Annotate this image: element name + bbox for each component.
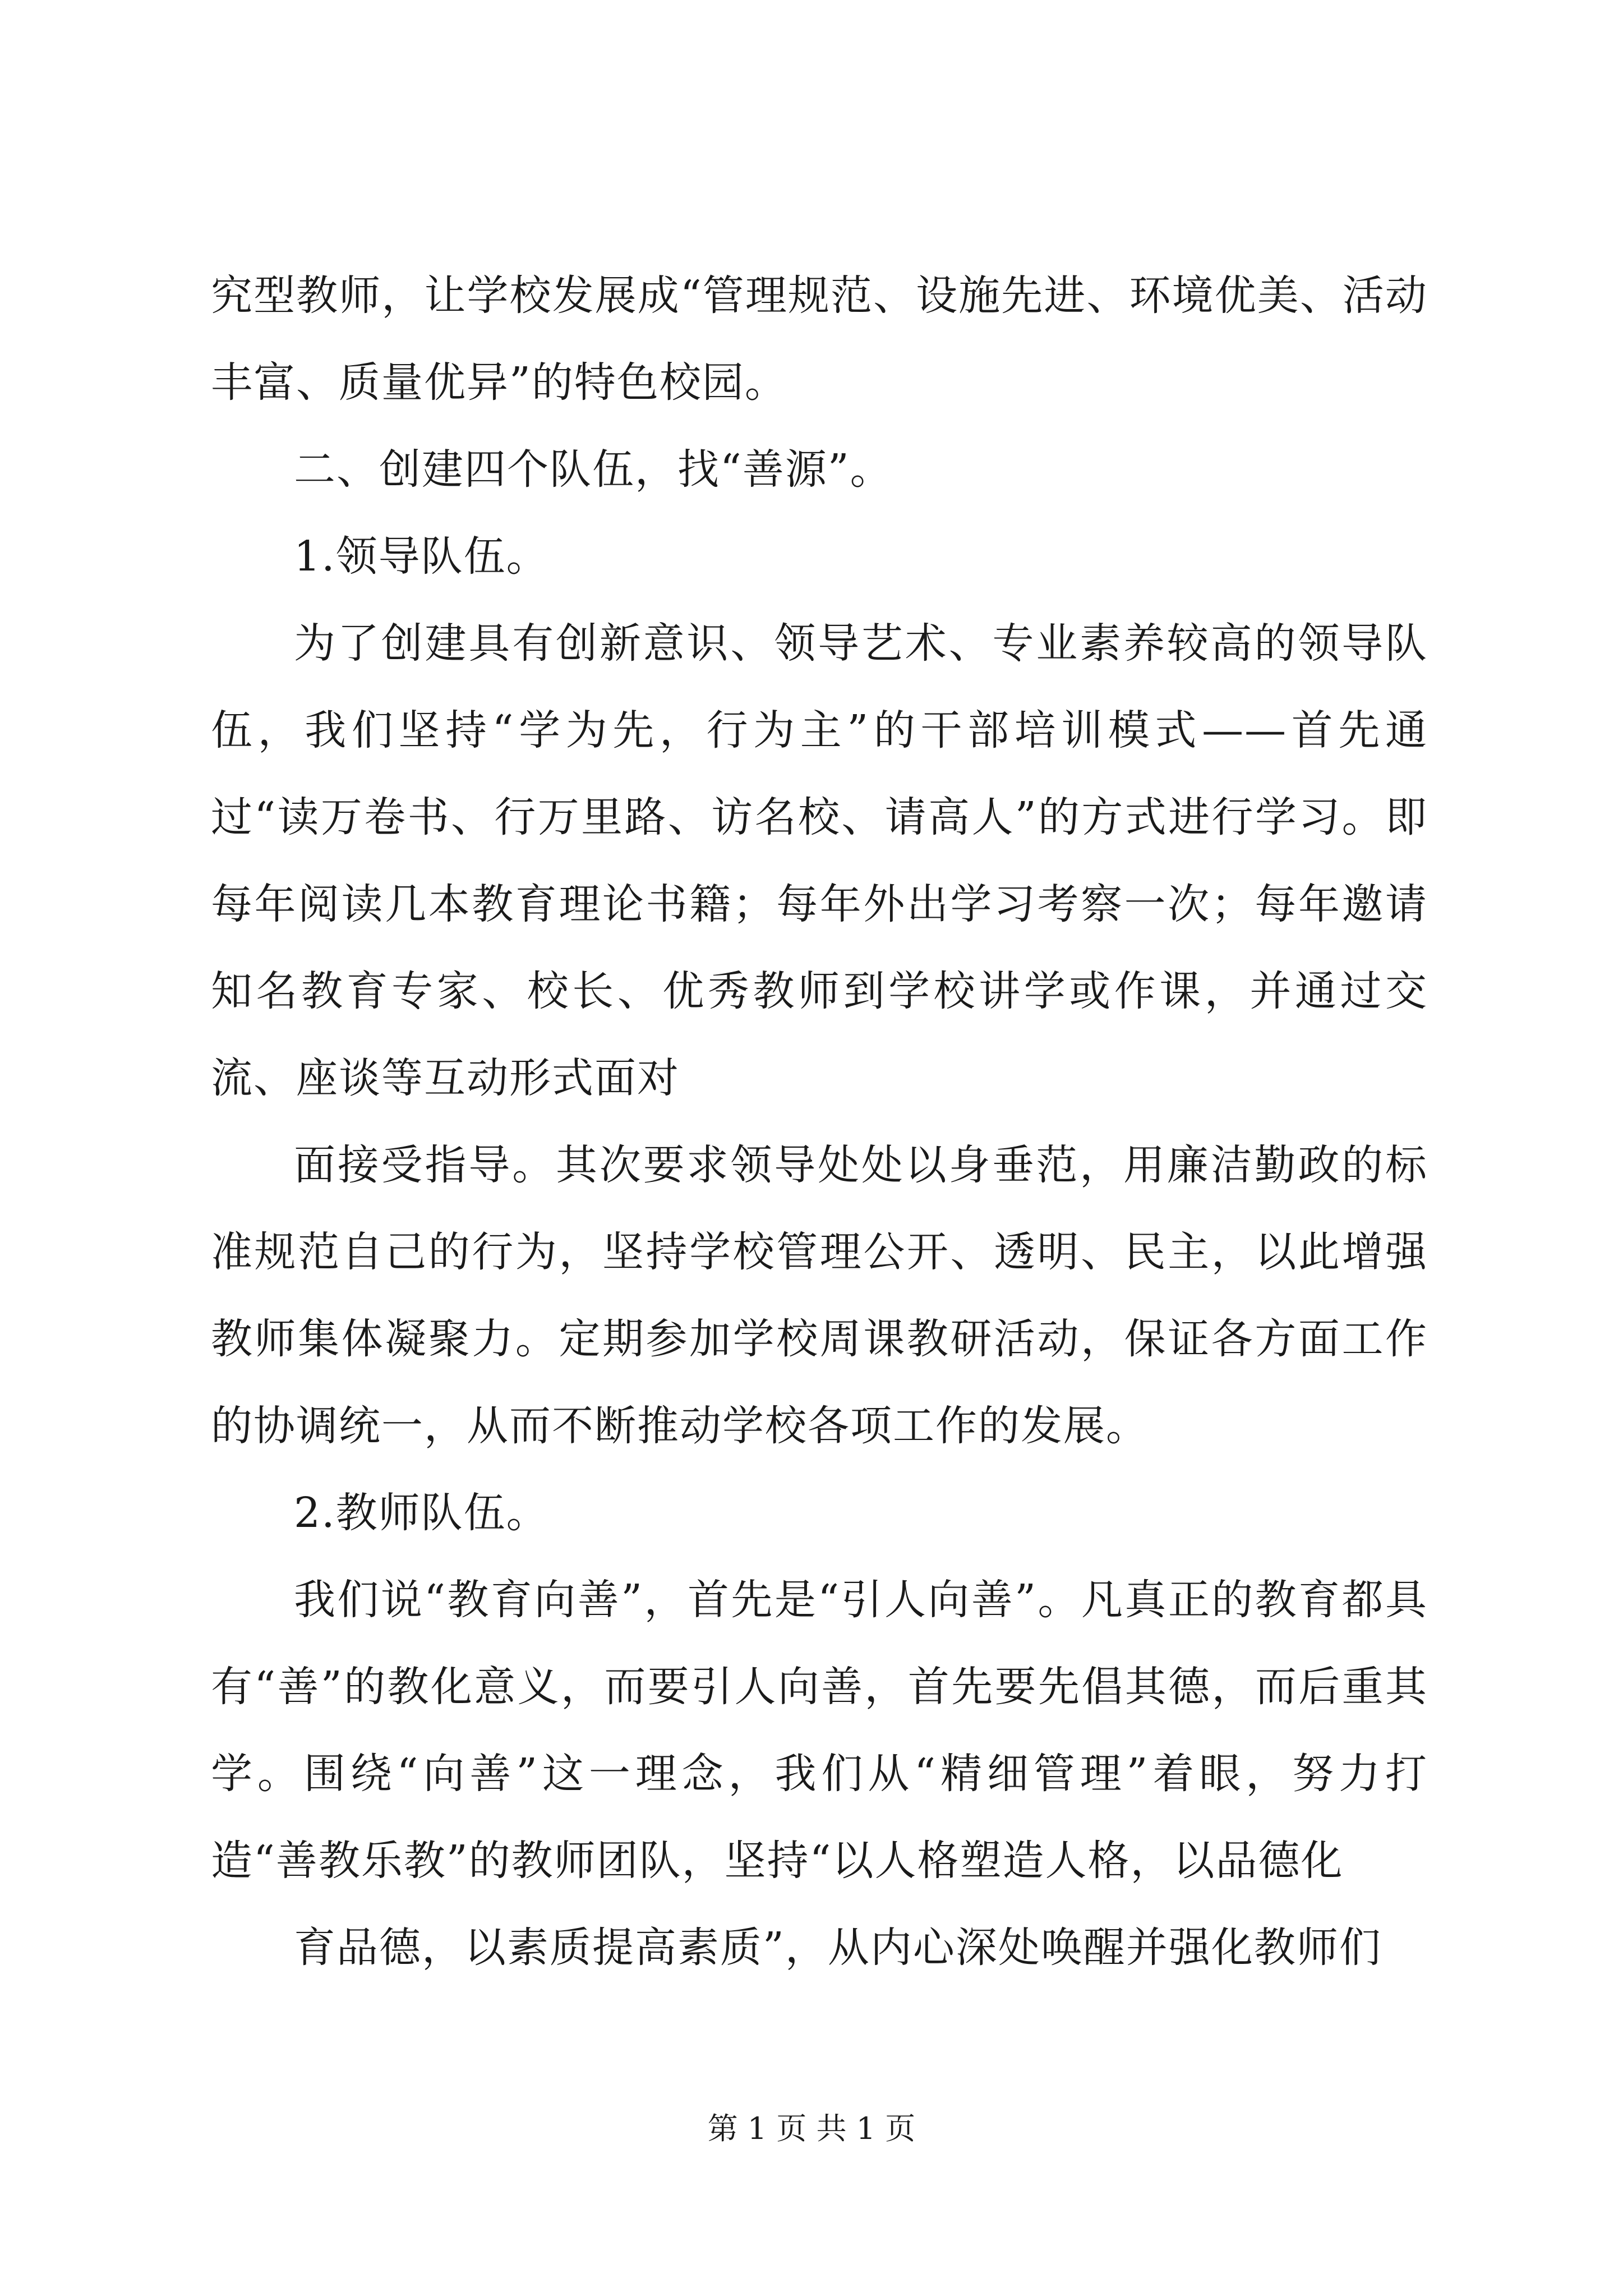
paragraph: 我们说“教育向善”，首先是“引人向善”。凡真正的教育都具有“善”的教化意义，而要引人向善，首先要先倡其德，而后重其学。围绕“向善”这一理念，我们从“精细管理”着眼，努力打造“善教乐教”的教师团队，坚持“以人格塑造人格，以品德化: [211, 1576, 1428, 1885]
subsection-heading: 2.教师队伍。: [294, 1489, 549, 1537]
paragraph: 育品德，以素质提高素质”，从内心深处唤醒并强化教师们: [294, 1924, 1382, 1972]
section-heading: 二、创建四个队伍，找“善源”。: [294, 445, 893, 494]
document-body: [211, 252, 1428, 1991]
subsection-heading: 1.领导队伍。: [294, 532, 549, 581]
page-footer: 第 1 页 共 1 页: [707, 2111, 916, 2146]
paragraph: 面接受指导。其次要求领导处处以身垂范，用廉洁勤政的标准规范自己的行为，坚持学校管理公开、透明、民主，以此增强教师集体凝聚力。定期参加学校周课教研活动，保证各方面工作的协调统一，从而不断推动学校各项工作的发展。: [211, 1141, 1428, 1450]
paragraph: 为了创建具有创新意识、领导艺术、专业素养较高的领导队伍，我们坚持“学为先，行为主”的干部培训模式——首先通过“读万卷书、行万里路、访名校、请高人”的方式进行学习。即每年阅读几本教育理论书籍；每年外出学习考察一次；每年邀请知名教育专家、校长、优秀教师到学校讲学或作课，并通过交流、座谈等互动形式面对: [211, 619, 1428, 1102]
paragraph: 究型教师，让学校发展成“管理规范、设施先进、环境优美、活动丰富、质量优异”的特色校园。: [211, 272, 1428, 407]
